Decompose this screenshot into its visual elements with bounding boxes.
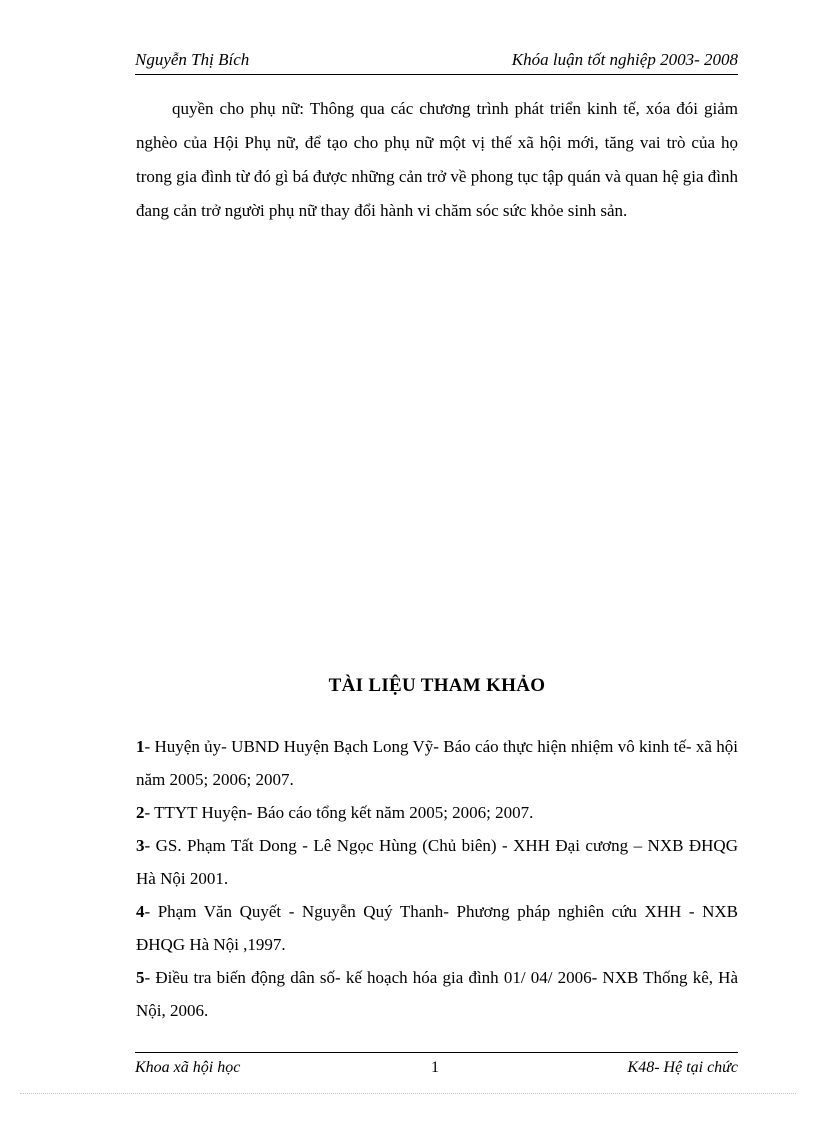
page-header — [135, 46, 738, 75]
page-footer — [135, 1052, 738, 1079]
reference-item — [136, 895, 738, 961]
reference-text: - Huyện ủy- UBND Huyện Bạch Long Vỹ- Báo cáo thực hiện nhiệm vô kinh tế- xã hội năm 2005; 2006; 2007. — [136, 737, 738, 789]
reference-item — [136, 730, 738, 796]
reference-text: - GS. Phạm Tất Dong - Lê Ngọc Hùng (Chủ biên) - XHH Đại cương – NXB ĐHQG Hà Nội 2001. — [136, 836, 738, 888]
footer-class: K48- Hệ tại chức — [627, 1059, 738, 1076]
references-title: TÀI LIỆU THAM KHẢO — [328, 675, 546, 696]
body-paragraph: quyền cho phụ nữ: Thông qua các chương trình phát triển kinh tế, xóa đói giảm nghèo của Hội Phụ nữ, để tạo cho phụ nữ một vị thế xã hội mới, tăng vai trò của họ trong gia đình từ đó gì bá được những cản trở về phong tục tập quán và quan hệ gia đình đang cản trở người phụ nữ thay đổi hành vi chăm sóc sức khỏe sinh sản. — [136, 99, 738, 220]
header-thesis-title: Khóa luận tốt nghiệp 2003- 2008 — [511, 50, 738, 69]
reference-number: 5 — [136, 968, 145, 987]
reference-text: - TTYT Huyện- Báo cáo tổng kết năm 2005; 2006; 2007. — [144, 803, 534, 822]
reference-number: 1 — [136, 737, 145, 756]
reference-number: 4 — [136, 902, 145, 921]
reference-number: 2 — [136, 803, 145, 822]
footer-department: Khoa xã hội học — [135, 1059, 241, 1076]
reference-text: - Điều tra biến động dân số- kế hoạch hóa gia đình 01/ 04/ 2006- NXB Thống kê, Hà Nội, 2006. — [136, 968, 738, 1020]
references-list — [136, 730, 738, 1027]
header-author: Nguyễn Thị Bích — [135, 50, 250, 69]
reference-item — [136, 829, 738, 895]
page-edge-divider — [20, 1093, 796, 1094]
reference-text: - Phạm Văn Quyết - Nguyễn Quý Thanh- Phương pháp nghiên cứu XHH - NXB ĐHQG Hà Nội ,1997. — [136, 902, 738, 954]
reference-item — [136, 796, 738, 829]
reference-item — [136, 961, 738, 1027]
footer-page-number: 1 — [431, 1059, 439, 1076]
reference-number: 3 — [136, 836, 145, 855]
